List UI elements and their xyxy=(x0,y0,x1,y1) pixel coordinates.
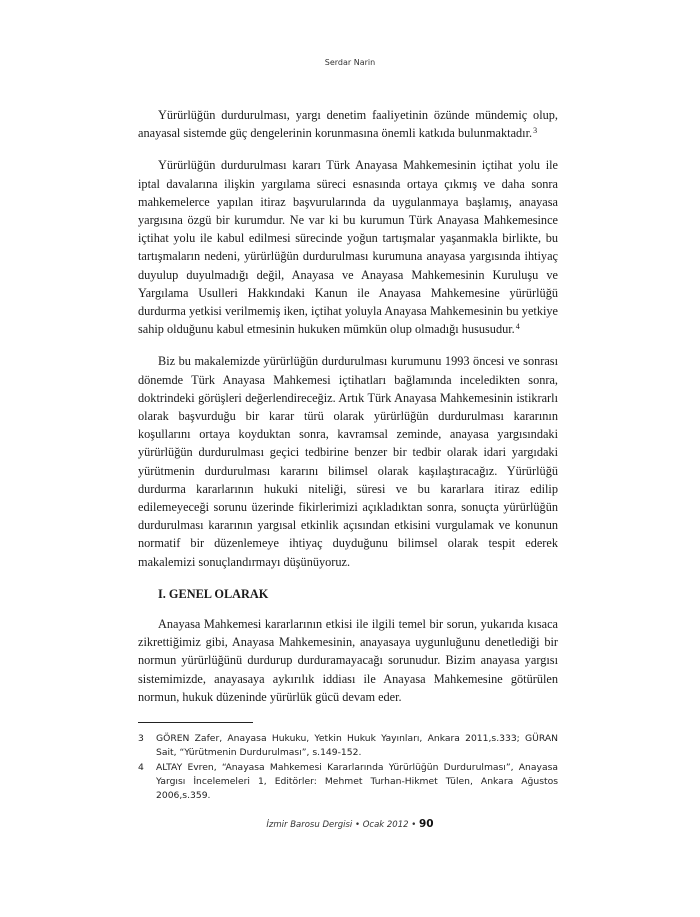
issue-date: Ocak 2012 xyxy=(362,820,409,830)
paragraph-text: Yürürlüğün durdurulması kararı Türk Anayasa Mahkemesinin içtihat yolu ile iptal davalarına ilişkin yargılama süreci esnasında ortaya çıkmış ve daha sonra mahkemelerce yapılan itiraz başvurularında da uygulanmaya başlamış, anayasa yargısına özgü bir kurumdur. Ne var ki bu kurumun Türk Anayasa Mahkemesince içtihat yolu ile kabul edilmesi sürecinde yoğun tartışmalar yaşanmakla birlikte, bu tartışmaların nedeni, yürürlüğün durdurulması kurumuna anayasa yargısında ihtiyaç duyulup duyulmadığı değil, Anayasa ve Anayasa Mahkemesinin Kuruluşu ve Yargılama Usulleri Hakkındaki Kanun ile Anayasa Mahkemesine yürürlüğü durdurma yetkisi verilmemiş iken, içtihat yoluyla Anayasa Mahkemesinin bu yetkiye sahip olduğunu kabul etmesinin hukuken mümkün olup olmadığı hususudur. xyxy=(138,158,558,337)
paragraph-1 xyxy=(138,106,558,142)
page-number: 90 xyxy=(418,818,434,830)
journal-name: İzmir Barosu Dergisi xyxy=(266,820,353,830)
page-footer xyxy=(0,818,700,830)
footer-separator: • xyxy=(408,820,419,830)
footnote-item xyxy=(138,732,558,760)
running-header: Serdar Narin xyxy=(324,58,376,67)
footnote-ref: 4 xyxy=(515,322,520,332)
paragraph-text: Biz bu makalemizde yürürlüğün durdurulması kurumunu 1993 öncesi ve sonrası dönemde Türk Anayasa Mahkemesi içtihatları bağlamında inceledikten sonra, doktrindeki görüşleri değerlendireceğiz. Artık Türk Anayasa Mahkemesinin istikrarlı olarak başvurduğu bir karar türü olarak yürürlüğün durdurulması kararının koşullarını ortaya koyduktan sonra, kavramsal zeminde, anayasa yargısındaki yürürlüğün durdurulması geçici tedbirine benzer bir tedbir olarak idari yargıdaki yürütmenin durdurulması kararını bilimsel olarak kaşılaştıracağız. Yürürlüğü durdurma kararlarının hukuki niteliği, süresi ve bu kararlara itiraz edilip edilemeyeceği sorunu üzerinde fikirlerimizi açıkladıktan sonra, sonuçta yürürlüğün durdurulması kararının yargısal etkinlik açısından etkisini vurgulamak ve konunun normatif bir düzenlemeye ihtiyaç duyduğunu bilimsel olarak tespit ederek makalemizi sonuçlandırmayı düşünüyoruz. xyxy=(138,354,558,569)
footnote-divider xyxy=(138,722,253,723)
section-heading: I. GENEL OLARAK xyxy=(158,586,269,601)
footnote-ref: 3 xyxy=(533,126,538,136)
paragraph-text: Yürürlüğün durdurulması, yargı denetim faaliyetinin özünde mündemiç olup, anayasal sistemde güç dengelerinin korunmasına önemli katkıda bulunmaktadır. xyxy=(138,108,558,141)
footnote-text: ALTAY Evren, “Anayasa Mahkemesi Kararlarında Yürürlüğün Durdurulması”, Anayasa Yargısı İncelemeleri 1, Editörler: Mehmet Turhan-Hikmet Tülen, Ankara Ağustos 2006,s.359. xyxy=(156,762,558,801)
footer-separator: • xyxy=(352,820,363,830)
paragraph-2 xyxy=(138,156,558,338)
paragraph-3 xyxy=(138,352,558,570)
section-paragraph: Anayasa Mahkemesi kararlarının etkisi ile ilgili temel bir sorun, yukarıda kısaca zikrettiğimiz gibi, Anayasa Mahkemesinin, anayasaya uygunluğunu denetlediği bir normun yürürlüğünü durdurup durduramayacağı sorunudur. Bizim anayasa yargısı sistemimizde, anayasaya aykırılık iddiası ile Anayasa Mahkemesine götürülen normun, hukuk düzeninde yürürlük gücü devam eder. xyxy=(138,617,558,704)
footnote-text: GÖREN Zafer, Anayasa Hukuku, Yetkin Hukuk Yayınları, Ankara 2011,s.333; GÜRAN Sait, “Yürütmenin Durdurulması”, s.149-152. xyxy=(156,733,558,758)
footnote-item xyxy=(138,761,558,803)
body-text xyxy=(138,106,558,720)
footnote-number: 3 xyxy=(138,733,144,744)
footnotes xyxy=(138,732,558,804)
footnote-number: 4 xyxy=(138,762,144,773)
